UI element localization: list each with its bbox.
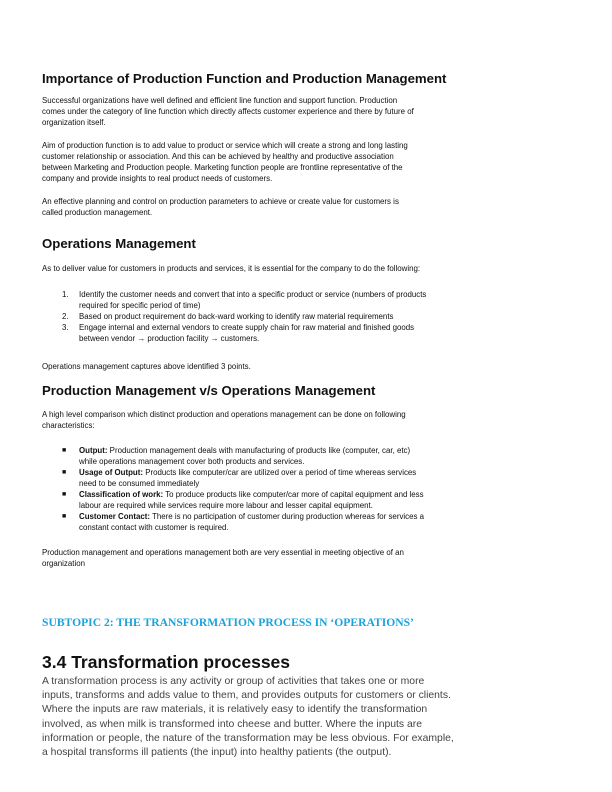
list-item [42,322,582,344]
subtopic-heading: SUBTOPIC 2: THE TRANSFORMATION PROCESS IN ‘OPERATIONS’ [42,616,414,629]
text-line: constant contact with customer is required. [79,523,229,532]
bullet-term: Output: [79,446,108,455]
heading-transformation-processes: 3.4 Transformation processes [42,652,291,672]
paragraph-outro [42,361,251,372]
bullet-item-output [42,445,582,467]
text-line: organization itself. [42,118,106,127]
list-number: 2. [62,312,69,321]
text-line: required for specific period of time) [79,301,201,310]
bullet-item-customer-contact [42,511,582,533]
paragraph-aim [42,140,408,184]
text-line: comes under the category of line function which directly affects customer experience and there by future of [42,107,414,116]
heading-importance: Importance of Production Function and Production Management [42,71,447,86]
bullet-term: Customer Contact: [79,512,151,521]
paragraph-transformation [42,675,454,760]
text-line: Production management deals with manufacturing of products like (computer, car, etc) [107,446,411,455]
text-line: a hospital transforms ill patients (the input) into healthy patients (the output). [42,747,392,759]
paragraph-intro [42,263,420,274]
text-line: Successful organizations have well defined and efficient line function and support function. Production [42,96,398,105]
bullet-icon: ■ [62,447,67,454]
text-line: A high level comparison which distinct production and operations management can be done on following [42,410,406,419]
bullet-icon: ■ [62,513,67,520]
text-line: Operations management captures above identified 3 points. [42,362,251,371]
bullet-item-usage [42,467,582,489]
list-number: 1. [62,290,69,299]
text-line: A transformation process is any activity or group of activities that takes one or more [42,676,425,687]
text-line: Aim of production function is to add value to product or service which will create a strong and long lasting [42,141,408,150]
text-line: company and provide insights to real product needs of customers. [42,174,273,183]
bullet-list [42,445,582,533]
text-line: customer relationship or association. And this can be achieved by healthy and productive association [42,152,394,161]
text-line: characteristics: [42,421,95,430]
text-line: To produce products like computer/car more of capital equipment and less [163,490,424,499]
text-line: between vendor → production facility → customers. [79,334,260,343]
paragraph-successful-orgs [42,95,414,128]
paragraph-comparison-intro [42,409,406,431]
list-number: 3. [62,323,69,332]
text-line: labour are required while services require more labour and lesser capital equipment. [79,501,373,510]
bullet-item-classification [42,489,582,511]
numbered-list [42,289,582,344]
text-line: An effective planning and control on production parameters to achieve or create value for customers is [42,197,399,206]
paragraph-conclusion [42,547,404,569]
text-line: need to be consumed immediately [79,479,200,488]
text-line: while operations management cover both products and services. [79,457,305,466]
text-line: inputs, transforms and adds value to them, and provides outputs for customers or clients. [42,690,451,702]
text-line: As to deliver value for customers in products and services, it is essential for the company to do the following: [42,264,421,273]
text-line: Engage internal and external vendors to create supply chain for raw material and finished goods [79,323,415,332]
text-line: between Marketing and Production people. Marketing function people are frontline representative of the [42,163,403,172]
text-line: called production management. [42,208,153,217]
text-line: Where the inputs are raw materials, it is relatively easy to identify the transformation [42,704,428,716]
text-line: Products like computer/car are utilized over a period of time whereas services [143,468,417,477]
bullet-icon: ■ [62,469,67,476]
list-item [42,311,582,322]
text-line: Production management and operations management both are very essential in meeting objective of an [42,548,404,557]
paragraph-effective-planning [42,196,399,218]
heading-operations-management: Operations Management [42,236,196,251]
bullet-icon: ■ [62,491,67,498]
text-line: Based on product requirement do back-ward working to identify raw material requirements [79,312,394,321]
bullet-term: Usage of Output: [79,468,143,477]
text-line: organization [42,559,85,568]
text-line: information or people, the nature of the transformation may be less obvious. For example, [42,732,454,744]
bullet-term: Classification of work: [79,490,164,499]
text-line: Identify the customer needs and convert that into a specific product or service (numbers of products [79,290,427,299]
text-line: There is no participation of customer during production whereas for services a [150,512,425,521]
list-item [42,289,582,311]
text-line: involved, as when milk is transformed into cheese and butter. Where the inputs are [42,718,423,730]
heading-production-vs-operations: Production Management v/s Operations Management [42,383,376,398]
